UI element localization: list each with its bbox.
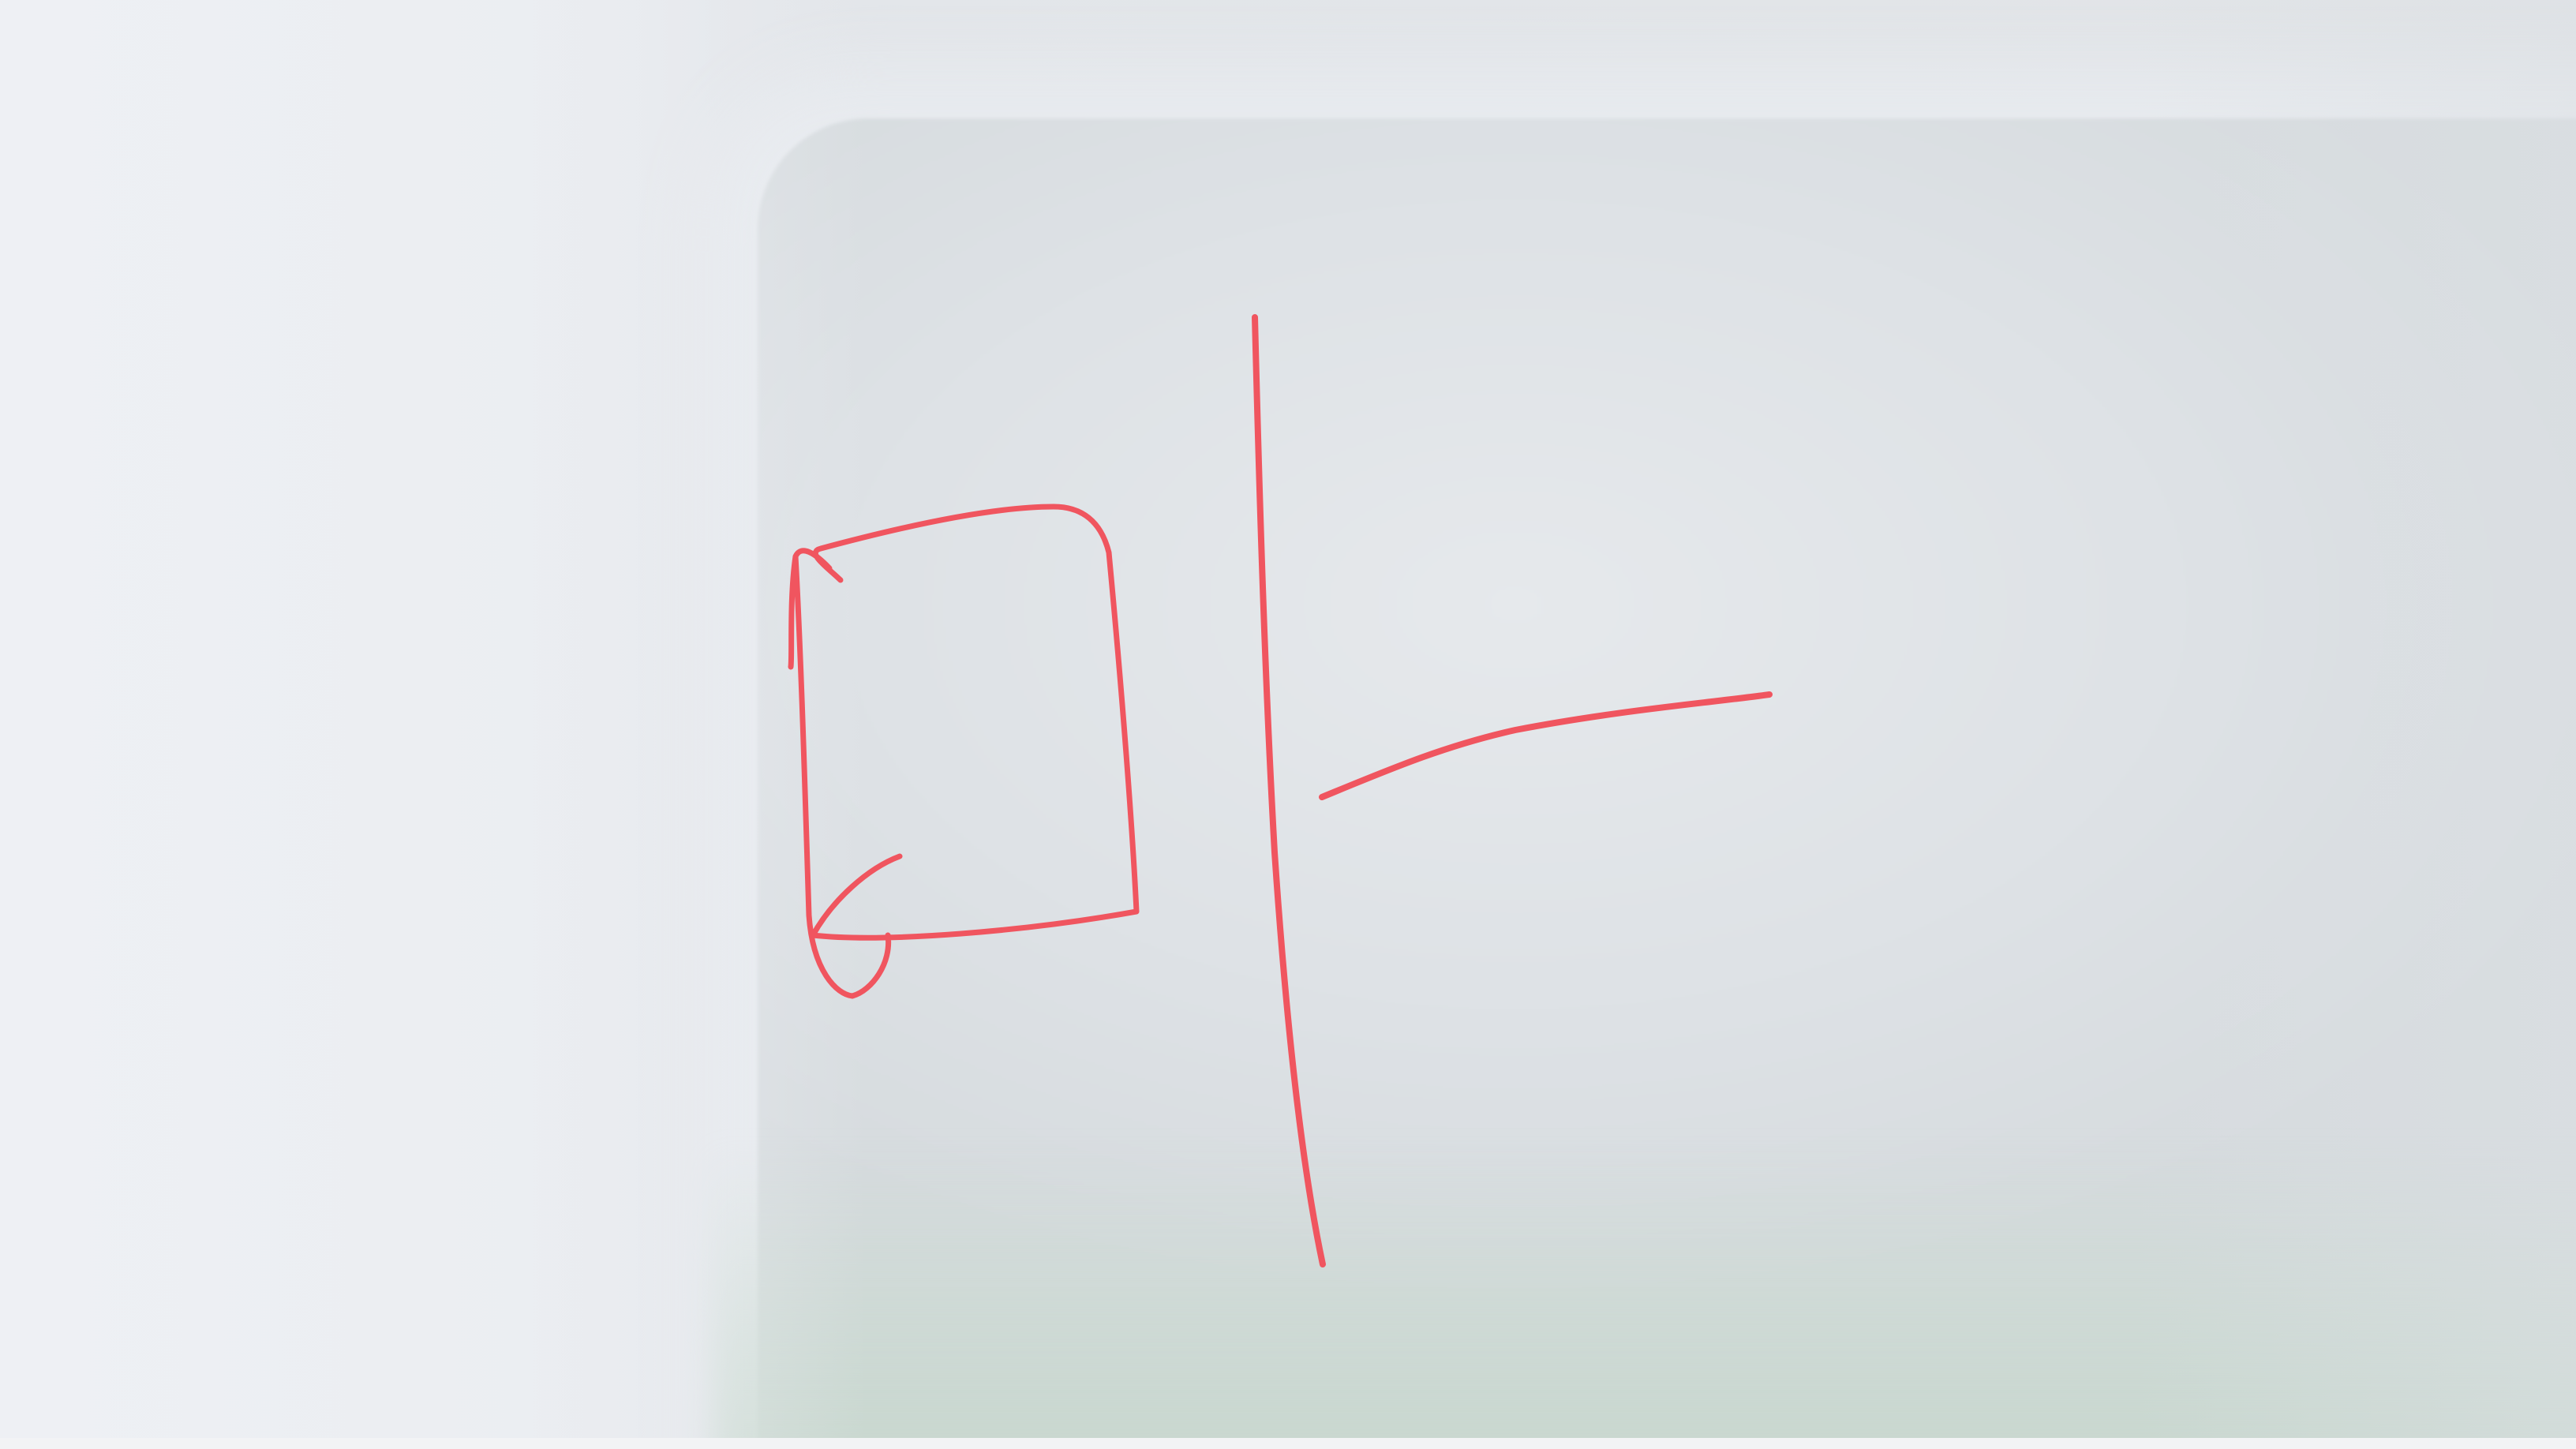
horizontal-stroke <box>1322 695 1769 797</box>
left-box-stroke <box>791 507 1136 996</box>
ink-strokes <box>791 317 1769 1264</box>
vertical-stroke <box>1255 317 1323 1264</box>
